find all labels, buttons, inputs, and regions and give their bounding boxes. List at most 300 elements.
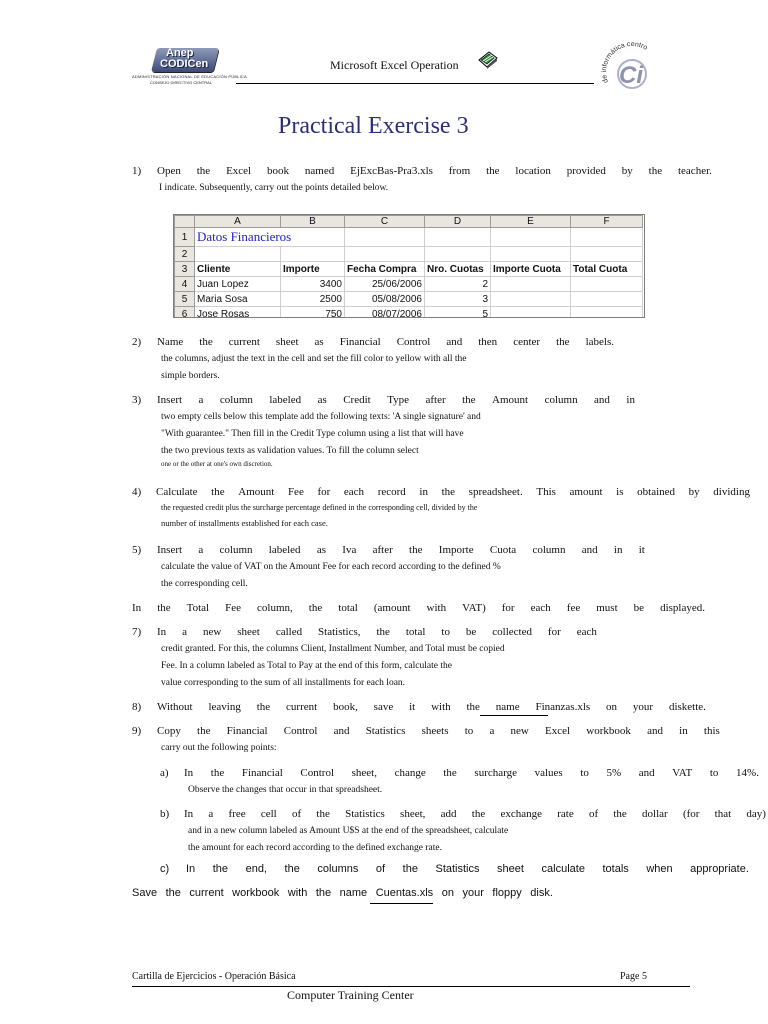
word: in: [679, 725, 688, 737]
cell: [571, 247, 643, 262]
row-header: 2: [175, 247, 195, 262]
logo-line-3: ADMINISTRACIÓN NACIONAL DE EDUCACIÓN PÚBLICA: [132, 74, 247, 79]
word: Total: [186, 602, 210, 614]
word: Copy: [157, 725, 181, 737]
word: totals: [602, 863, 629, 875]
word: obtained: [637, 486, 676, 498]
word: Excel: [226, 165, 252, 177]
word: the: [199, 336, 213, 348]
word: for: [547, 626, 561, 638]
subitem-letter-a: a): [160, 767, 169, 779]
word: column: [219, 394, 253, 406]
word: name: [495, 701, 520, 713]
word: sheet: [237, 626, 260, 638]
word: EjExcBas-Pra3.xls: [350, 165, 433, 177]
word: sheets: [421, 725, 449, 737]
word: must: [596, 602, 618, 614]
word: new: [202, 626, 222, 638]
word: Cuota: [489, 544, 517, 556]
item-number-8: 8): [132, 701, 142, 713]
word: Financial: [241, 767, 283, 779]
word: the: [486, 165, 500, 177]
word: it: [409, 701, 416, 713]
word: dividing: [713, 486, 750, 498]
cell: [491, 277, 571, 292]
item-5-line-2: calculate the value of VAT on the Amount Fee for each record according to the defined %: [161, 562, 501, 572]
word: free: [228, 808, 246, 820]
word: location: [515, 165, 551, 177]
word: the: [409, 544, 423, 556]
item-7-line-4: value corresponding to the sum of all installments for each loan.: [161, 678, 406, 688]
word: by: [621, 165, 633, 177]
word: of: [291, 808, 302, 820]
word: save: [373, 701, 394, 713]
word: current: [189, 887, 224, 899]
cell: 08/07/2006: [345, 307, 425, 319]
word: Statistics: [435, 863, 480, 875]
word: and: [647, 725, 663, 737]
word: Cuentas.xls: [375, 887, 434, 899]
header-rule: [236, 83, 594, 84]
cell: [491, 228, 571, 247]
spreadsheet-table: [174, 215, 643, 318]
word: workbook: [586, 725, 631, 737]
item-5-line-1: [157, 542, 645, 559]
word: after: [425, 394, 446, 406]
word: book,: [333, 701, 358, 713]
word: new: [510, 725, 529, 737]
footer-page-number: Page 5: [620, 971, 647, 982]
spreadsheet-row: [175, 247, 643, 262]
word: total: [338, 602, 358, 614]
word: a: [208, 808, 214, 820]
word: Importe: [438, 544, 474, 556]
word: the: [471, 808, 486, 820]
word: name: [339, 887, 368, 899]
item-6-line-1: [132, 600, 705, 617]
word: the: [441, 486, 456, 498]
word: Statistics,: [318, 626, 361, 638]
word: the: [315, 887, 332, 899]
cell: [571, 228, 643, 247]
word: called: [275, 626, 303, 638]
cell: [491, 247, 571, 262]
word: Statistics: [365, 725, 406, 737]
word: then: [478, 336, 498, 348]
cell: [491, 307, 571, 319]
word: be: [633, 602, 645, 614]
word: for: [317, 486, 331, 498]
subitem-b-line-1: [184, 806, 766, 823]
word: 14%.: [736, 767, 759, 779]
spreadsheet-row: [175, 262, 643, 277]
word: Financial: [339, 336, 381, 348]
item-9-line-2: carry out the following points:: [161, 743, 277, 753]
word: Finanzas.xls: [535, 701, 591, 713]
cell: [345, 247, 425, 262]
row-header: 3: [175, 262, 195, 277]
cell: [491, 292, 571, 307]
word: surcharge: [474, 767, 517, 779]
logo-line-2: CODICen: [160, 58, 209, 70]
word: the: [211, 486, 225, 498]
word: Open: [157, 165, 181, 177]
word: of: [375, 863, 386, 875]
word: Iva: [342, 544, 357, 556]
item-number-1: 1): [132, 165, 142, 177]
centro-informatica-logo: [598, 42, 666, 104]
word: Control: [396, 336, 431, 348]
header-cell: Fecha Compra: [345, 262, 425, 277]
word: and: [581, 544, 598, 556]
word: as: [314, 336, 324, 348]
subitem-c-line-1: [186, 861, 749, 878]
item-number-4: 4): [132, 486, 142, 498]
word: leaving: [208, 701, 241, 713]
word: be: [465, 626, 477, 638]
word: spreadsheet.: [468, 486, 523, 498]
item-number-3: 3): [132, 394, 142, 406]
item-number-9: 9): [132, 725, 142, 737]
word: in: [419, 486, 428, 498]
word: (for: [682, 808, 700, 820]
word: the: [165, 887, 181, 899]
item-2-line-2: the columns, adjust the text in the cell and set the fill color to yellow with all the: [161, 354, 467, 364]
word: diskette.: [668, 701, 706, 713]
word: Financial: [226, 725, 268, 737]
word: the: [466, 701, 480, 713]
cell: [571, 307, 643, 319]
excel-book-icon: [477, 50, 499, 70]
item-4-line-1: [156, 484, 750, 501]
item-3-line-4: the two previous texts as validation values. To fill the column select: [161, 446, 419, 456]
cell: 3: [425, 292, 491, 307]
word: the: [284, 863, 300, 875]
word: Fee: [225, 602, 242, 614]
word: from: [448, 165, 471, 177]
word: sheet: [497, 863, 524, 875]
cell: 05/08/2006: [345, 292, 425, 307]
logo-ci-text: Ci: [619, 62, 643, 89]
word: the: [613, 808, 627, 820]
row-header: 6: [175, 307, 195, 319]
word: in: [626, 394, 635, 406]
header-title: Microsoft Excel Operation: [330, 58, 459, 72]
word: Save: [132, 887, 158, 899]
word: Statistics: [345, 808, 385, 820]
word: Type: [387, 394, 410, 406]
subitem-a-line-2: Observe the changes that occur in that spreadsheet.: [188, 785, 383, 795]
word: current: [228, 336, 260, 348]
item-3-line-3: "With guarantee." Then fill in the Credit Type column using a list that will have: [161, 429, 464, 439]
word: it: [638, 544, 645, 556]
word: sheet: [275, 336, 299, 348]
word: the: [210, 767, 225, 779]
row-header: 4: [175, 277, 195, 292]
word: the: [556, 336, 570, 348]
column-header: A: [195, 216, 281, 228]
word: In: [132, 602, 142, 614]
word: and: [333, 725, 350, 737]
page-title: Practical Exercise 3: [278, 113, 469, 139]
word: displayed.: [660, 602, 705, 614]
word: each: [530, 602, 551, 614]
item-number-5: 5): [132, 544, 142, 556]
word: VAT: [672, 767, 693, 779]
word: as: [317, 394, 327, 406]
item-3-line-2: two empty cells below this template add the following texts: 'A single signature' and: [161, 412, 481, 422]
column-header: D: [425, 216, 491, 228]
footer-left-text: Cartilla de Ejercicios - Operación Básica: [132, 971, 296, 982]
word: with: [287, 887, 308, 899]
cell: 750: [281, 307, 345, 319]
word: book: [267, 165, 289, 177]
word: this: [703, 725, 720, 737]
subitem-letter-b: b): [160, 808, 170, 820]
word: center: [513, 336, 541, 348]
word: the: [256, 701, 271, 713]
cell: Maria Sosa: [195, 292, 281, 307]
filename-underline: [480, 715, 548, 716]
word: column: [532, 544, 566, 556]
header-cell: Importe: [281, 262, 345, 277]
word: dollar: [642, 808, 668, 820]
word: named: [304, 165, 335, 177]
cell: [281, 247, 345, 262]
item-9-line-1: [157, 723, 720, 740]
word: collected: [492, 626, 532, 638]
word: Control: [283, 725, 318, 737]
subitem-a-line-1: [184, 765, 759, 782]
word: and: [638, 767, 655, 779]
item-7-line-2: credit granted. For this, the columns Client, Installment Number, and Total must be copied: [161, 644, 505, 654]
word: rate: [557, 808, 574, 820]
word: end,: [245, 863, 267, 875]
word: labeled: [269, 394, 302, 406]
word: Without: [157, 701, 193, 713]
word: column,: [257, 602, 293, 614]
word: in: [613, 544, 623, 556]
word: floppy: [492, 887, 522, 899]
spreadsheet-row: [175, 307, 643, 319]
word: values: [534, 767, 563, 779]
word: In: [186, 863, 196, 875]
word: of: [588, 808, 599, 820]
cell: 3400: [281, 277, 345, 292]
cell: [425, 247, 491, 262]
word: sheet,: [400, 808, 426, 820]
word: the: [308, 602, 323, 614]
word: the: [462, 394, 476, 406]
word: each: [343, 486, 365, 498]
word: a: [198, 394, 204, 406]
word: a: [182, 626, 188, 638]
word: column: [219, 544, 253, 556]
cell: Jose Rosas: [195, 307, 281, 319]
word: the: [316, 808, 330, 820]
word: (amount: [373, 602, 411, 614]
cell: [345, 228, 425, 247]
spreadsheet-column-header-row: [175, 216, 643, 228]
word: change: [394, 767, 426, 779]
word: a: [198, 544, 204, 556]
word: current: [286, 701, 318, 713]
item-2-line-3: simple borders.: [161, 371, 220, 381]
word: VAT): [462, 602, 486, 614]
word: your: [462, 887, 484, 899]
word: provided: [566, 165, 606, 177]
word: labeled: [268, 544, 301, 556]
anep-codicen-logo: [132, 46, 247, 88]
footer-rule: [132, 986, 690, 987]
spreadsheet-row: [175, 292, 643, 307]
word: by: [688, 486, 700, 498]
word: and: [446, 336, 463, 348]
column-header: C: [345, 216, 425, 228]
logo-arc-text: de informática centro: [600, 42, 649, 84]
cell: [571, 277, 643, 292]
item-7-line-1: [157, 624, 597, 641]
word: Fee: [287, 486, 304, 498]
cell: 2: [425, 277, 491, 292]
word: Excel: [545, 725, 571, 737]
word: to: [441, 626, 450, 638]
word: on: [606, 701, 618, 713]
word: each: [576, 626, 597, 638]
item-3-line-5: one or the other at one's own discretion.: [161, 460, 273, 468]
word: and: [594, 394, 610, 406]
word: amount: [569, 486, 603, 498]
word: Amount: [238, 486, 275, 498]
word: Amount: [492, 394, 529, 406]
header-cell: Total Cuota: [571, 262, 643, 277]
word: exchange: [500, 808, 542, 820]
word: the: [196, 165, 211, 177]
item-3-line-1: [157, 392, 635, 409]
item-number-7: 7): [132, 626, 142, 638]
word: on: [441, 887, 454, 899]
word: the: [443, 767, 457, 779]
item-7-line-3: Fee. In a column labeled as Total to Pay at the end of this form, calculate the: [161, 661, 452, 671]
word: record: [377, 486, 406, 498]
header-cell: Nro. Cuotas: [425, 262, 491, 277]
item-5-line-3: the corresponding cell.: [161, 579, 248, 589]
cell: 2500: [281, 292, 345, 307]
word: Control: [300, 767, 335, 779]
word: calculate: [541, 863, 585, 875]
word: the: [157, 602, 171, 614]
word: Insert: [157, 394, 183, 406]
item-number-2: 2): [132, 336, 142, 348]
subitem-b-line-2: and in a new column labeled as Amount U$S at the end of the spreadsheet, calculate: [188, 826, 509, 836]
word: In: [184, 808, 194, 820]
word: to: [709, 767, 719, 779]
word: Calculate: [156, 486, 198, 498]
word: a: [489, 725, 495, 737]
word: disk.: [530, 887, 553, 899]
word: total: [405, 626, 426, 638]
footer-center-text: Computer Training Center: [287, 988, 414, 1002]
word: your: [632, 701, 654, 713]
word: is: [616, 486, 624, 498]
item-2-line-1: [157, 334, 614, 351]
word: for: [501, 602, 515, 614]
subitem-b-line-3: the amount for each record according to the defined exchange rate.: [188, 843, 442, 853]
spreadsheet-row: [175, 277, 643, 292]
word: the: [376, 626, 390, 638]
word: In: [157, 626, 167, 638]
word: Name: [157, 336, 184, 348]
cell: [425, 228, 491, 247]
cell: 5: [425, 307, 491, 319]
word: workbook: [232, 887, 280, 899]
logo-line-4: CONSEJO DIRECTIVO CENTRAL: [150, 80, 213, 85]
cell: [195, 247, 281, 262]
word: In: [184, 767, 194, 779]
item-1-line-1: [157, 163, 712, 180]
filename-underline: [370, 903, 433, 904]
word: teacher.: [677, 165, 712, 177]
cell: Juan Lopez: [195, 277, 281, 292]
word: the: [402, 863, 418, 875]
row-header: 1: [175, 228, 195, 247]
column-header: B: [281, 216, 345, 228]
word: appropriate.: [690, 863, 749, 875]
word: sheet,: [351, 767, 377, 779]
cell: 25/06/2006: [345, 277, 425, 292]
word: This: [536, 486, 556, 498]
header-cell: Importe Cuota: [491, 262, 571, 277]
word: 5%: [606, 767, 622, 779]
column-header: F: [571, 216, 643, 228]
word: labels.: [585, 336, 614, 348]
item-4-line-3: number of installments established for each case.: [161, 518, 328, 528]
word: the: [212, 863, 229, 875]
word: with: [426, 602, 447, 614]
spreadsheet-corner: [175, 216, 195, 228]
logo-line-1: Anep: [166, 47, 194, 59]
word: day): [746, 808, 766, 820]
word: add: [440, 808, 457, 820]
cell: [571, 292, 643, 307]
subitem-letter-c: c): [160, 863, 170, 875]
word: columns: [317, 863, 359, 875]
word: the: [648, 165, 663, 177]
word: to: [464, 725, 474, 737]
word: that: [714, 808, 732, 820]
word: fee: [566, 602, 581, 614]
word: column: [544, 394, 578, 406]
item-1-line-2: I indicate. Subsequently, carry out the points detailed below.: [159, 183, 389, 193]
item-4-line-2: the requested credit plus the surcharge percentage defined in the corresponding cell, divided by the: [161, 503, 478, 512]
sheet-title-cell: Datos Financieros: [195, 228, 345, 247]
row-header: 5: [175, 292, 195, 307]
word: Insert: [157, 544, 183, 556]
save-instruction-line: [132, 885, 553, 902]
word: Credit: [343, 394, 371, 406]
word: cell: [260, 808, 277, 820]
word: to: [580, 767, 589, 779]
word: when: [646, 863, 673, 875]
column-header: E: [491, 216, 571, 228]
word: the: [197, 725, 211, 737]
word: with: [431, 701, 451, 713]
item-8-line-1: [157, 699, 706, 716]
header-cell: Cliente: [195, 262, 281, 277]
word: as: [316, 544, 326, 556]
spreadsheet-row: [175, 228, 643, 247]
word: after: [372, 544, 393, 556]
